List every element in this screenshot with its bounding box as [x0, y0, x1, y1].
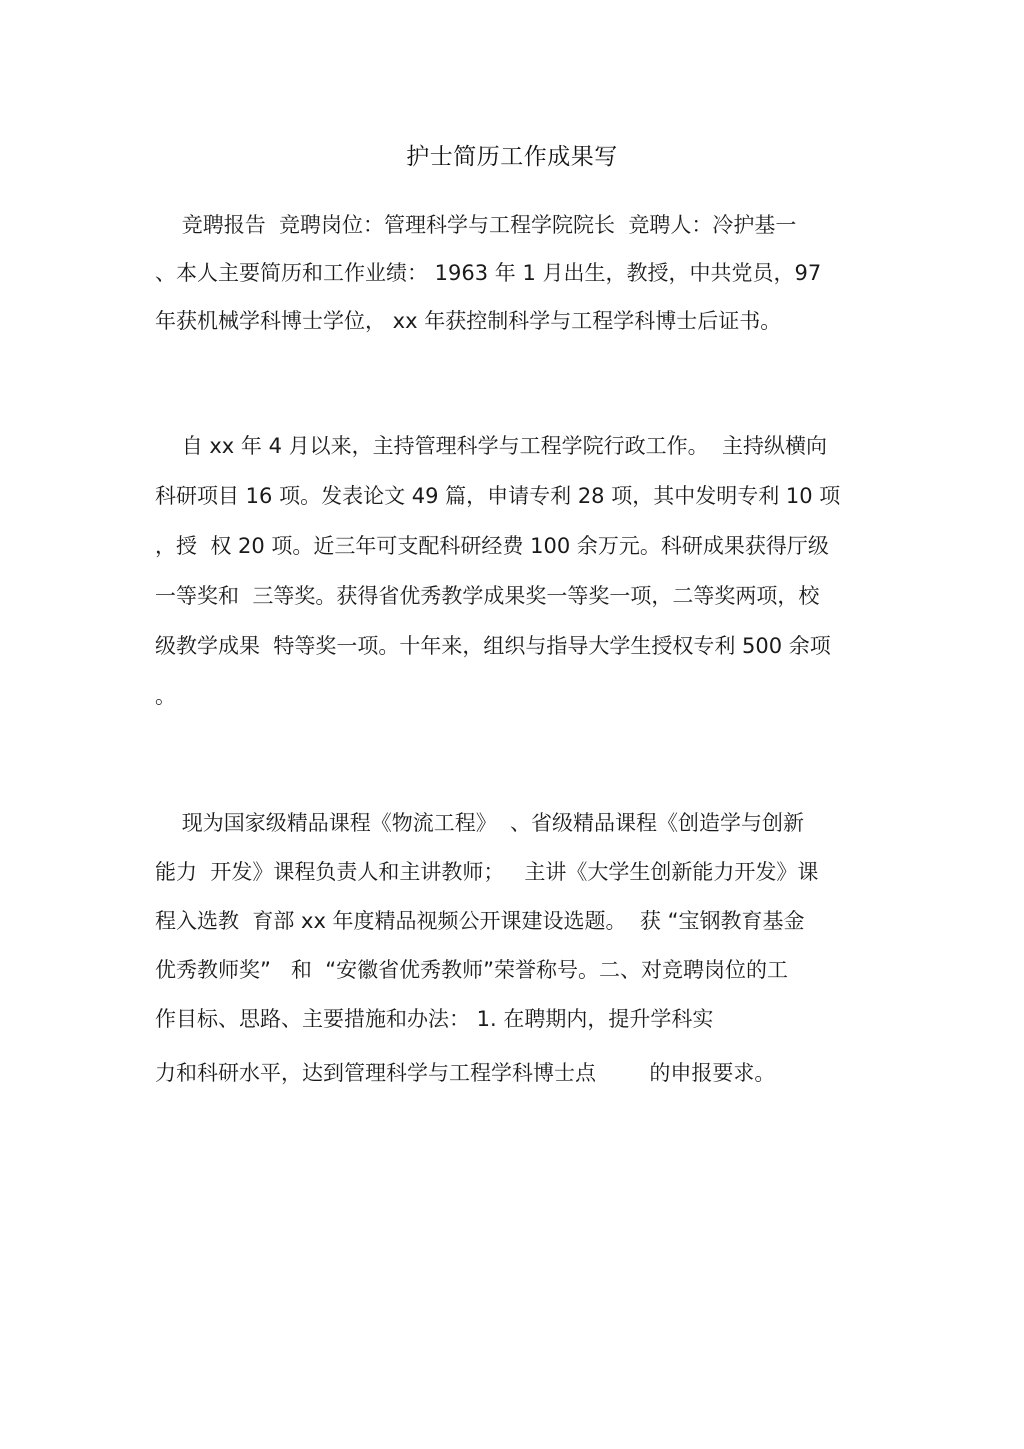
paragraph-1-line-3: 年获机械学科博士学位， xx 年获控制科学与工程学科博士后证书。	[155, 309, 782, 333]
paragraph-2-line-1: 自 xx 年 4 月以来，主持管理科学与工程学院行政工作。 主持纵横向	[155, 434, 827, 458]
paragraph-3-line-5: 作目标、思路、主要措施和办法： 1. 在聘期内，提升学科实	[155, 1007, 714, 1031]
paragraph-3-line-6: 力和科研水平，达到管理科学与工程学科博士点 的申报要求。	[155, 1061, 776, 1085]
paragraph-1-line-2: 、本人主要简历和工作业绩： 1963 年 1 月出生，教授，中共党员，97	[155, 261, 822, 285]
document-title: 护士简历工作成果写	[406, 144, 618, 170]
paragraph-2-line-3: ，授 权 20 项。近三年可支配科研经费 100 余万元。科研成果获得厅级	[155, 534, 829, 558]
paragraph-3-line-2: 能力 开发》课程负责人和主讲教师； 主讲《大学生创新能力开发》课	[155, 860, 819, 884]
paragraph-3-line-3: 程入选教 育部 xx 年度精品视频公开课建设选题。 获 “宝钢教育基金	[155, 909, 805, 933]
paragraph-3-line-1: 现为国家级精品课程《物流工程》 、省级精品课程《创造学与创新	[155, 811, 805, 835]
paragraph-2-line-4: 一等奖和 三等奖。获得省优秀教学成果奖一等奖一项，二等奖两项，校	[155, 584, 820, 608]
paragraph-2-line-5: 级教学成果 特等奖一项。十年来，组织与指导大学生授权专利 500 余项	[155, 634, 831, 658]
paragraph-2-line-2: 科研项目 16 项。发表论文 49 篇，申请专利 28 项，其中发明专利 10 项	[155, 484, 841, 508]
paragraph-3-line-4: 优秀教师奖” 和 “安徽省优秀教师”荣誉称号。二、对竞聘岗位的工	[155, 958, 789, 982]
paragraph-1-line-1: 竞聘报告 竞聘岗位：管理科学与工程学院院长 竞聘人：冷护基一	[155, 213, 797, 237]
paragraph-2-line-6: 。	[155, 684, 176, 708]
